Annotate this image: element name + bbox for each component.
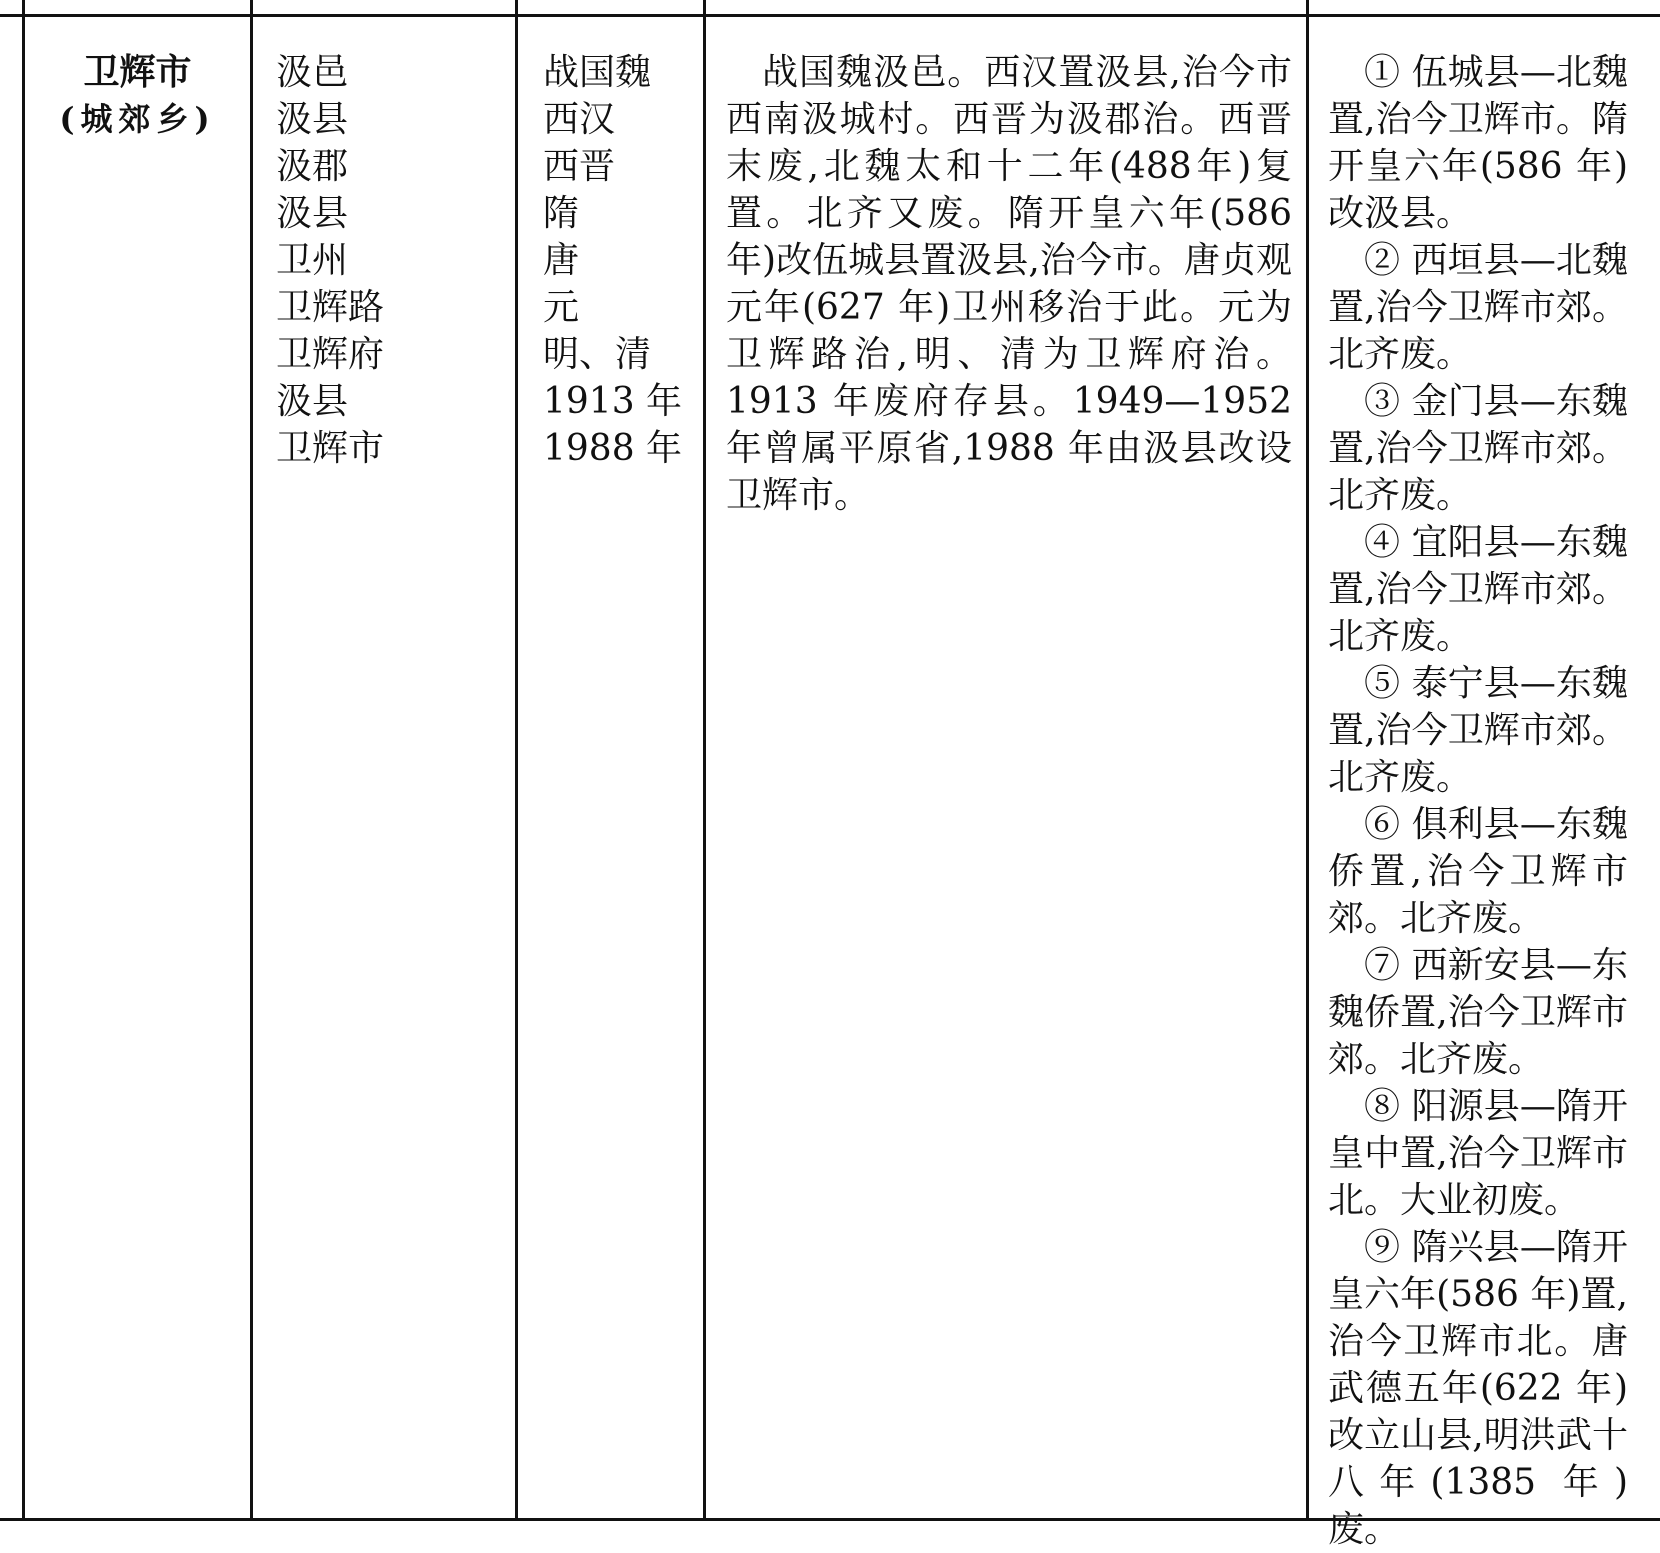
note-item: ⑨ 隋兴县—隋开皇六年(586 年)置,治今卫辉市北。唐武德五年(622 年)改立山县,明洪武十八年(1385 年)废。	[1328, 1227, 1628, 1550]
description-cell	[726, 17, 1292, 519]
note-item: ④ 宜阳县—东魏置,治今卫辉市郊。北齐废。	[1328, 522, 1628, 657]
note-item: ⑥ 俱利县—东魏侨置,治今卫辉市郊。北齐废。	[1328, 804, 1628, 939]
column-divider	[515, 0, 518, 1521]
note-item: ① 伍城县—北魏置,治今卫辉市。隋开皇六年(586 年)改汲县。	[1328, 52, 1628, 234]
note-item: ⑧ 阳源县—隋开皇中置,治今卫辉市北。大业初废。	[1328, 1086, 1628, 1221]
note-item: ③ 金门县—东魏置,治今卫辉市郊。北齐废。	[1328, 381, 1628, 516]
era: 唐	[543, 240, 580, 281]
column-divider	[1306, 0, 1309, 1521]
era: 西汉	[543, 99, 616, 140]
note-item: ⑤ 泰宁县—东魏置,治今卫辉市郊。北齐废。	[1328, 663, 1628, 798]
historical-name: 卫辉市	[276, 428, 385, 469]
historical-name: 汲邑	[276, 52, 349, 93]
place-name: 卫辉市	[83, 51, 192, 93]
historical-name: 汲县	[276, 99, 349, 140]
historical-names-cell	[276, 17, 512, 472]
historical-name: 卫辉路	[276, 287, 385, 328]
column-divider	[703, 0, 706, 1521]
note-item: ② 西垣县—北魏置,治今卫辉市郊。北齐废。	[1328, 240, 1628, 375]
era: 明、清	[543, 334, 652, 375]
column-divider	[250, 0, 253, 1521]
era: 西晋	[543, 146, 616, 187]
column-divider	[22, 0, 25, 1521]
era: 战国魏	[543, 52, 652, 93]
historical-name: 汲郡	[276, 146, 349, 187]
eras-cell	[543, 17, 703, 472]
place-seat: (城郊乡)	[59, 100, 216, 138]
historical-name: 卫辉府	[276, 334, 385, 375]
historical-name: 汲县	[276, 381, 349, 422]
notes-cell	[1328, 17, 1628, 1553]
description-text: 战国魏汲邑。西汉置汲县,治今市西南汲城村。西晋为汲郡治。西晋末废,北魏太和十二年(488年)复置。北齐又废。隋开皇六年(586 年)改伍城县置汲县,治今市。唐贞观元年(627 年)卫州移治于此。元为卫辉路治,明、清为卫辉府治。1913 年废府存县。1949—1952 年曾属平原省,1988 年由汲县改设卫辉市。	[726, 52, 1292, 516]
historical-name: 汲县	[276, 193, 349, 234]
historical-name: 卫州	[276, 240, 349, 281]
era: 1988 年	[543, 428, 683, 469]
era: 1913 年	[543, 381, 683, 422]
note-item: ⑦ 西新安县—东魏侨置,治今卫辉市郊。北齐废。	[1328, 945, 1628, 1080]
era: 元	[543, 287, 580, 328]
place-cell	[25, 17, 250, 143]
era: 隋	[543, 193, 580, 234]
